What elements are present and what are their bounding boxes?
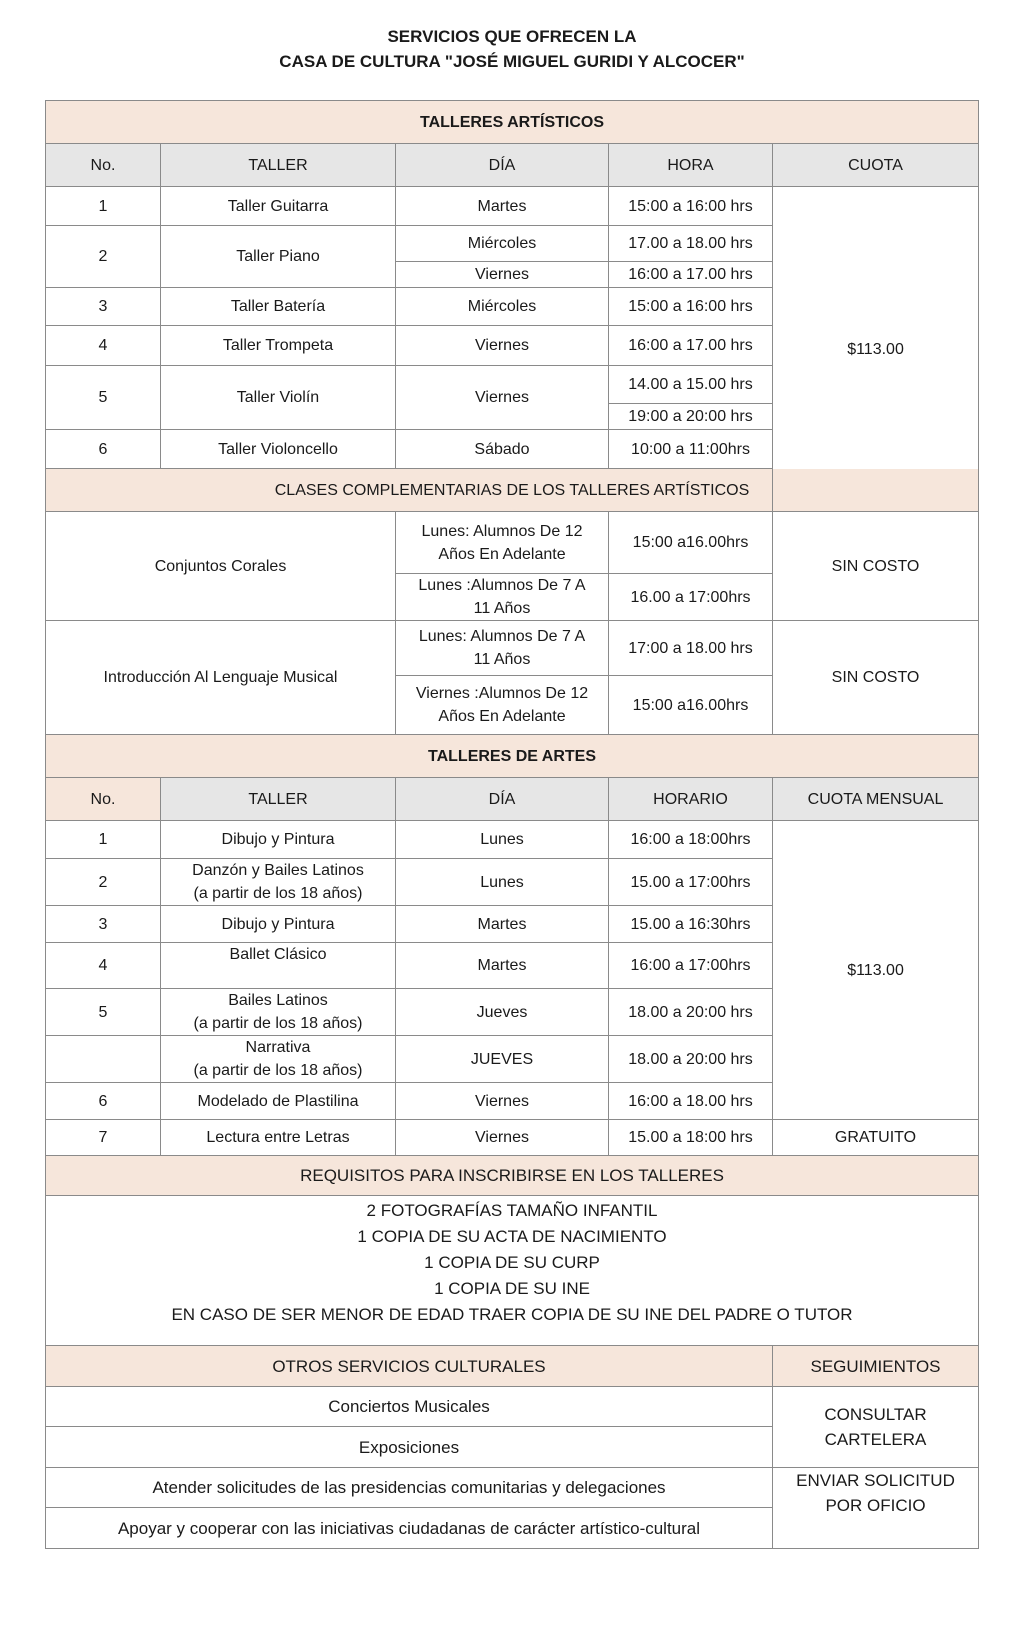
requisito-item: 1 COPIA DE SU ACTA DE NACIMIENTO <box>357 1227 667 1246</box>
row-number: 3 <box>46 906 161 943</box>
dia-cell: Lunes <box>396 821 609 859</box>
taller-name <box>161 989 396 1036</box>
row-number: 6 <box>46 430 161 469</box>
title-line-1: SERVICIOS QUE OFRECEN LA <box>387 27 637 46</box>
taller-name <box>161 859 396 906</box>
table-row <box>46 1468 979 1508</box>
row-number <box>46 1036 161 1083</box>
dia-line-1: Lunes: Alumnos De 12 <box>421 522 583 540</box>
dia-cell: Miércoles <box>396 288 609 326</box>
services-table <box>45 100 979 1549</box>
hora-cell: 15:00 a 16:00 hrs <box>609 288 773 326</box>
hora-cell: 16:00 a 17.00 hrs <box>609 326 773 366</box>
seguimiento-line-1: CONSULTAR <box>824 1405 927 1424</box>
taller-name <box>161 1036 396 1083</box>
section-requisitos: REQUISITOS PARA INSCRIBIRSE EN LOS TALLERES <box>46 1156 979 1196</box>
dia-cell: Viernes <box>396 1120 609 1156</box>
seguimiento-cell <box>773 1468 979 1549</box>
hora-cell: 10:00 a 11:00hrs <box>609 430 773 469</box>
table-row <box>46 187 979 226</box>
dia-line-2: Años En Adelante <box>438 708 566 725</box>
taller-line-1: Bailes Latinos <box>228 992 328 1009</box>
col-header-no: No. <box>46 778 161 821</box>
col-header-hora: HORA <box>609 144 773 187</box>
seguimiento-line-2: CARTELERA <box>824 1430 927 1449</box>
column-header-row <box>46 1346 979 1387</box>
hora-cell: 15:00 a 16:00 hrs <box>609 187 773 226</box>
row-number: 6 <box>46 1083 161 1120</box>
taller-name: Taller Trompeta <box>161 326 396 366</box>
dia-line-1: Viernes :Alumnos De 12 <box>415 685 589 702</box>
dia-cell: Martes <box>396 187 609 226</box>
taller-name: Ballet Clásico <box>161 943 396 989</box>
taller-name: Taller Violoncello <box>161 430 396 469</box>
hora-cell: 14.00 a 15.00 hrs <box>609 366 773 404</box>
cuota-cell: SIN COSTO <box>773 512 979 621</box>
table-row <box>46 1120 979 1156</box>
dia-line-2: 11 Años <box>473 651 531 668</box>
taller-name: Dibujo y Pintura <box>161 821 396 859</box>
hora-cell: 16:00 a 18:00hrs <box>609 821 773 859</box>
dia-cell: Viernes <box>396 366 609 430</box>
row-number: 1 <box>46 821 161 859</box>
hora-cell: 16:00 a 17.00 hrs <box>609 262 773 288</box>
section-header-row <box>46 1156 979 1196</box>
requisito-item: EN CASO DE SER MENOR DE EDAD TRAER COPIA DE SU INE DEL PADRE O TUTOR <box>171 1305 853 1324</box>
section-seguimientos: SEGUIMIENTOS <box>773 1346 979 1387</box>
section-header-row <box>46 101 979 144</box>
taller-name: Taller Violín <box>161 366 396 430</box>
dia-cell <box>396 512 609 574</box>
section-talleres-de-artes: TALLERES DE ARTES <box>46 735 979 778</box>
section-talleres-artisticos: TALLERES ARTÍSTICOS <box>46 101 979 144</box>
col-header-horario: HORARIO <box>609 778 773 821</box>
hora-cell: 15.00 a 17:00hrs <box>609 859 773 906</box>
col-header-cuota: CUOTA <box>773 144 979 187</box>
hora-cell: 16:00 a 18.00 hrs <box>609 1083 773 1120</box>
row-number: 4 <box>46 326 161 366</box>
taller-line-2: (a partir de los 18 años) <box>193 1015 363 1032</box>
taller-line-1: Danzón y Bailes Latinos <box>192 862 364 879</box>
cuota-cell: $113.00 <box>773 821 979 1120</box>
column-header-row <box>46 778 979 821</box>
hora-cell: 15.00 a 16:30hrs <box>609 906 773 943</box>
col-header-taller: TALLER <box>161 778 396 821</box>
taller-line-2: (a partir de los 18 años) <box>193 1062 363 1079</box>
hora-cell: 18.00 a 20:00 hrs <box>609 1036 773 1083</box>
requisito-item: 1 COPIA DE SU CURP <box>424 1253 600 1272</box>
row-number: 7 <box>46 1120 161 1156</box>
dia-cell: Lunes <box>396 859 609 906</box>
requisitos-list <box>46 1196 979 1346</box>
clase-name: Conjuntos Corales <box>46 512 396 621</box>
row-number: 2 <box>46 226 161 288</box>
dia-line-2: Años En Adelante <box>438 545 566 563</box>
cuota-cell: SIN COSTO <box>773 621 979 735</box>
seguimiento-line-1: ENVIAR SOLICITUD <box>796 1471 955 1490</box>
taller-name: Taller Guitarra <box>161 187 396 226</box>
taller-name: Dibujo y Pintura <box>161 906 396 943</box>
hora-cell: 17:00 a 18.00 hrs <box>609 621 773 676</box>
dia-cell: Viernes <box>396 1083 609 1120</box>
requisito-item: 1 COPIA DE SU INE <box>434 1279 590 1298</box>
column-header-row <box>46 144 979 187</box>
seguimiento-line-2: POR OFICIO <box>825 1496 926 1515</box>
dia-cell: Martes <box>396 943 609 989</box>
col-header-cuota-mensual: CUOTA MENSUAL <box>773 778 979 821</box>
dia-cell <box>396 676 609 735</box>
dia-line-1: Lunes :Alumnos De 7 A <box>418 577 586 594</box>
title-line-2: CASA DE CULTURA "JOSÉ MIGUEL GURIDI Y ALCOCER" <box>279 52 745 71</box>
hora-cell: 15:00 a16.00hrs <box>609 676 773 735</box>
hora-cell: 16:00 a 17:00hrs <box>609 943 773 989</box>
dia-cell: Martes <box>396 906 609 943</box>
section-otros-servicios: OTROS SERVICIOS CULTURALES <box>46 1346 773 1387</box>
hora-cell: 17.00 a 18.00 hrs <box>609 226 773 262</box>
servicio-cell: Conciertos Musicales <box>46 1387 773 1427</box>
requisito-item: 2 FOTOGRAFÍAS TAMAÑO INFANTIL <box>366 1201 658 1220</box>
servicio-cell: Exposiciones <box>46 1427 773 1468</box>
taller-line-1: Narrativa <box>245 1039 311 1056</box>
dia-cell: Miércoles <box>396 226 609 262</box>
taller-name: Modelado de Plastilina <box>161 1083 396 1120</box>
col-header-dia: DÍA <box>396 144 609 187</box>
hora-cell: 18.00 a 20:00 hrs <box>609 989 773 1036</box>
row-number: 2 <box>46 859 161 906</box>
servicio-cell: Atender solicitudes de las presidencias comunitarias y delegaciones <box>46 1468 773 1508</box>
row-number: 4 <box>46 943 161 989</box>
col-header-dia: DÍA <box>396 778 609 821</box>
col-header-taller: TALLER <box>161 144 396 187</box>
taller-name: Lectura entre Letras <box>161 1120 396 1156</box>
row-number: 5 <box>46 989 161 1036</box>
clase-name: Introducción Al Lenguaje Musical <box>46 621 396 735</box>
requisitos-row <box>46 1196 979 1346</box>
dia-line-2: 11 Años <box>473 600 531 617</box>
servicio-cell: Apoyar y cooperar con las iniciativas ciudadanas de carácter artístico-cultural <box>46 1508 773 1549</box>
col-header-no: No. <box>46 144 161 187</box>
cuota-cell: $113.00 <box>773 187 979 512</box>
dia-cell <box>396 574 609 621</box>
taller-name: Taller Piano <box>161 226 396 288</box>
hora-cell: 19:00 a 20:00 hrs <box>609 404 773 430</box>
table-row <box>46 512 979 574</box>
dia-cell: JUEVES <box>396 1036 609 1083</box>
seguimiento-cell <box>773 1387 979 1468</box>
hora-cell: 16.00 a 17:00hrs <box>609 574 773 621</box>
row-number: 1 <box>46 187 161 226</box>
dia-cell <box>396 621 609 676</box>
dia-cell: Sábado <box>396 430 609 469</box>
cuota-cell: GRATUITO <box>773 1120 979 1156</box>
dia-cell: Jueves <box>396 989 609 1036</box>
dia-cell: Viernes <box>396 326 609 366</box>
page-title <box>0 0 1024 74</box>
dia-cell: Viernes <box>396 262 609 288</box>
section-header-row <box>46 735 979 778</box>
dia-line-1: Lunes: Alumnos De 7 A <box>418 628 586 645</box>
taller-name: Taller Batería <box>161 288 396 326</box>
table-row <box>46 621 979 676</box>
table-row <box>46 821 979 859</box>
taller-line-2: (a partir de los 18 años) <box>193 885 363 902</box>
row-number: 5 <box>46 366 161 430</box>
hora-cell: 15.00 a 18:00 hrs <box>609 1120 773 1156</box>
section-header-row <box>46 469 979 512</box>
table-row <box>46 1387 979 1427</box>
row-number: 3 <box>46 288 161 326</box>
section-clases-complementarias: CLASES COMPLEMENTARIAS DE LOS TALLERES ARTÍSTICOS <box>46 469 979 512</box>
hora-cell: 15:00 a16.00hrs <box>609 512 773 574</box>
